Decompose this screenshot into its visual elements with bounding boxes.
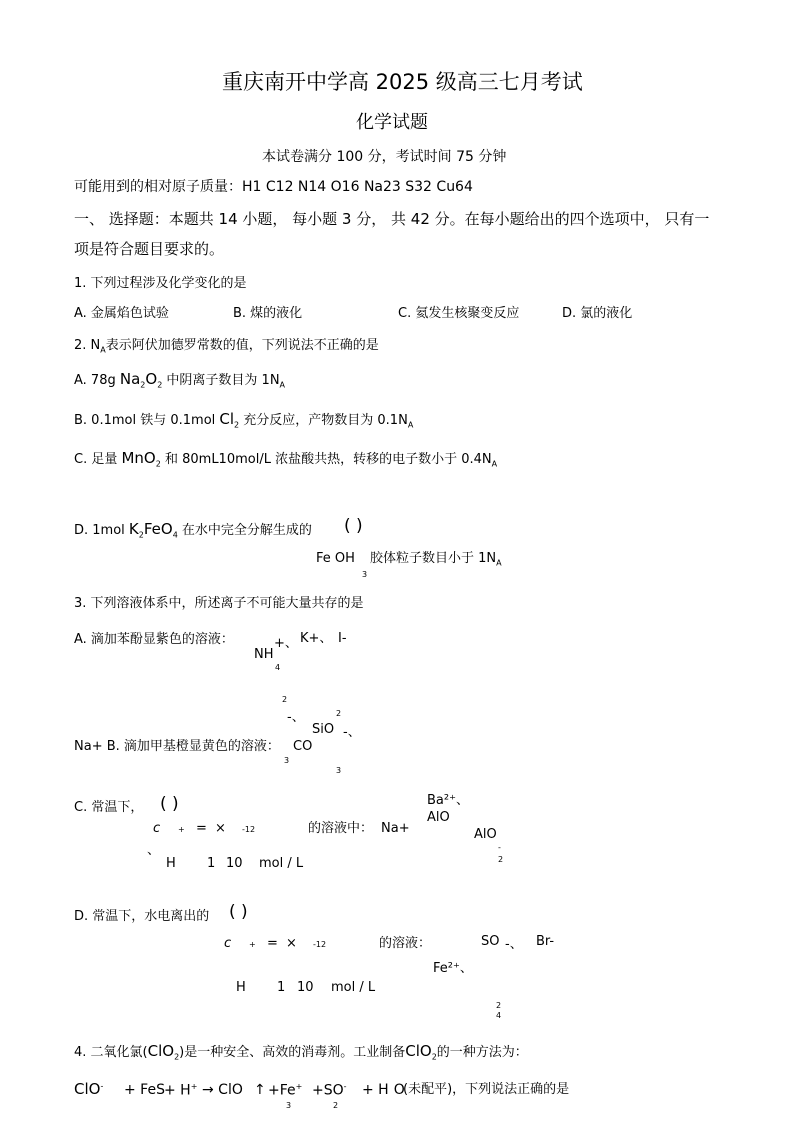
q2-stem: 2. $N_A$表示阿伏加德罗常数的值，下列说法不正确的是 [74,338,379,355]
q4-eq-so: +SO- [312,1082,347,1099]
q3-a-i: I- [338,631,347,646]
q1-stem: 1. 下列过程涉及化学变化的是 [74,276,247,291]
q3-d-so-charge: -、 [505,937,523,952]
q3-c-parenthesis: ( ) [160,794,179,814]
q4-eq-fe: +Fe+ [268,1082,303,1099]
q3-d-fe: Fe²⁺、 [433,961,473,976]
q3-option-c: C. 常温下， [74,800,144,815]
q4-eq-clo2: → ClO [202,1082,243,1098]
q1-option-c: C. 氦发生核聚变反应 [398,306,520,321]
q3-d-unit: mol / L [331,980,376,995]
q3-b-sub-3a: 3 [284,756,290,765]
q4-eq-note: (未配平)，下列说法正确的是 [403,1082,570,1097]
q3-d-parenthesis: ( ) [229,902,248,922]
q3-d-1: 1 [277,980,286,995]
q3-c-ba: Ba²⁺、 [427,793,469,808]
q3-d-10: 10 [297,980,314,995]
q2-option-a: A. 78g $Na_2O_2$ 中阴离子数目为 $1N_A$ [74,370,286,390]
q3-c-unit: mol / L [259,856,304,871]
q3-option-a: A. 滴加苯酚显紫色的溶液： [74,632,234,647]
q3-d-sub-4: 4 [496,1011,502,1020]
q4-eq-fes: + FeS [124,1082,165,1098]
q3-a-nh: NH [254,647,274,662]
q1-option-a: A. 金属焰色试验 [74,306,169,321]
q3-stem: 3. 下列溶液体系中，所述离子不可能大量共存的是 [74,596,364,611]
q4-eq-sub-3: 3 [286,1101,292,1110]
q3-c-times: × [215,821,226,836]
q3-d-sub-2: 2 [496,1001,502,1010]
exam-info: 本试卷满分 100 分，考试时间 75 分钟 [262,149,507,165]
q3-d-exp: -12 [313,940,327,949]
page-title: 重庆南开中学高 2025 级高三七月考试 [222,70,583,94]
q2-option-c: C. 足量 MnO$_2$ 和 80mL10mol/L 浓盐酸共热，转移的电子数小于 $0.4N_A$ [74,449,498,469]
q3-c-1: 1 [207,856,216,871]
q2-d-parenthesis: ( ) [344,516,363,536]
q4-eq-clo: ClO- [74,1080,104,1098]
q2-option-d: D. 1mol $K_2FeO_4$ 在水中完全分解生成的 [74,520,312,540]
section-heading-cont: 项是符合题目要求的。 [74,240,225,258]
q2-option-b: B. 0.1mol 铁与 0.1mol $Cl_2$ 充分反应，产物数目为 $0.1N_A$ [74,410,414,430]
q3-d-br: Br- [536,934,555,949]
q3-b-sub-3b: 3 [336,766,342,775]
q3-c-alo-b: AlO [474,827,497,842]
q3-d-plus: + [249,940,256,949]
q4-stem: 4. 二氧化氯(ClO$_2$)是一种安全、高效的消毒剂。工业制备ClO$_2$的一种方法为： [74,1042,528,1062]
q3-c-alo-sub: 2 [498,855,504,864]
q2-d-cont: 胶体粒子数目小于 $1N_A$ [370,551,502,568]
q3-b-co: CO [293,739,313,754]
q3-d-times: × [286,936,297,951]
q4-eq-h: + H+ [164,1082,198,1099]
page-subtitle: 化学试题 [356,112,428,133]
q3-c-c: c [153,821,161,836]
q3-d-so: SO [481,934,500,949]
q2-d-fe-oh: Fe OH [316,551,355,566]
q3-c-eq: = [196,821,207,836]
q3-c-na: Na+ [381,821,410,836]
q3-a-k: K+、 [300,631,333,646]
q3-c-plus: + [178,825,185,834]
q3-c-alo-a: AlO [427,810,450,825]
q3-b-sio-charge: -、 [343,725,361,740]
q3-d-eq: = [267,936,278,951]
q3-a-sub-4: 4 [275,663,281,672]
q4-eq-arrow: ↑ [254,1082,266,1098]
q3-b-frag-2b: 2 [336,709,342,718]
section-heading: 一、 选择题：本题共 14 小题， 每小题 3 分， 共 42 分。在每小题给出的四个选项中， 只有一 [74,210,710,228]
q1-option-b: B. 煤的液化 [233,306,303,321]
q3-option-b: Na+ B. 滴加甲基橙显黄色的溶液： [74,739,280,754]
q3-d-h: H [236,980,246,995]
q4-eq-h2o: + H O [362,1082,405,1098]
q3-c-exp: -12 [242,825,256,834]
q3-option-d: D. 常温下，水电离出的 [74,909,210,924]
q3-c-alo-charge: - [498,843,501,852]
q1-option-d: D. 氯的液化 [562,306,633,321]
q3-d-c: c [224,936,232,951]
q3-c-solution: 的溶液中： [308,821,374,836]
atomic-masses: 可能用到的相对原子质量：H1 C12 N14 O16 Na23 S32 Cu64 [74,179,473,195]
q3-b-frag-2a: 2 [282,695,288,704]
q3-a-plus: +、 [274,636,298,651]
q3-c-10: 10 [226,856,243,871]
q3-d-solution: 的溶液： [379,936,432,951]
q4-eq-sub-2: 2 [333,1101,339,1110]
q3-b-frag-dash: -、 [287,710,305,725]
q3-c-h: H [166,856,176,871]
q2-d-sub-3: 3 [362,570,368,579]
q3-b-sio: SiO [312,722,335,737]
q3-c-comma: 、 [147,843,161,858]
